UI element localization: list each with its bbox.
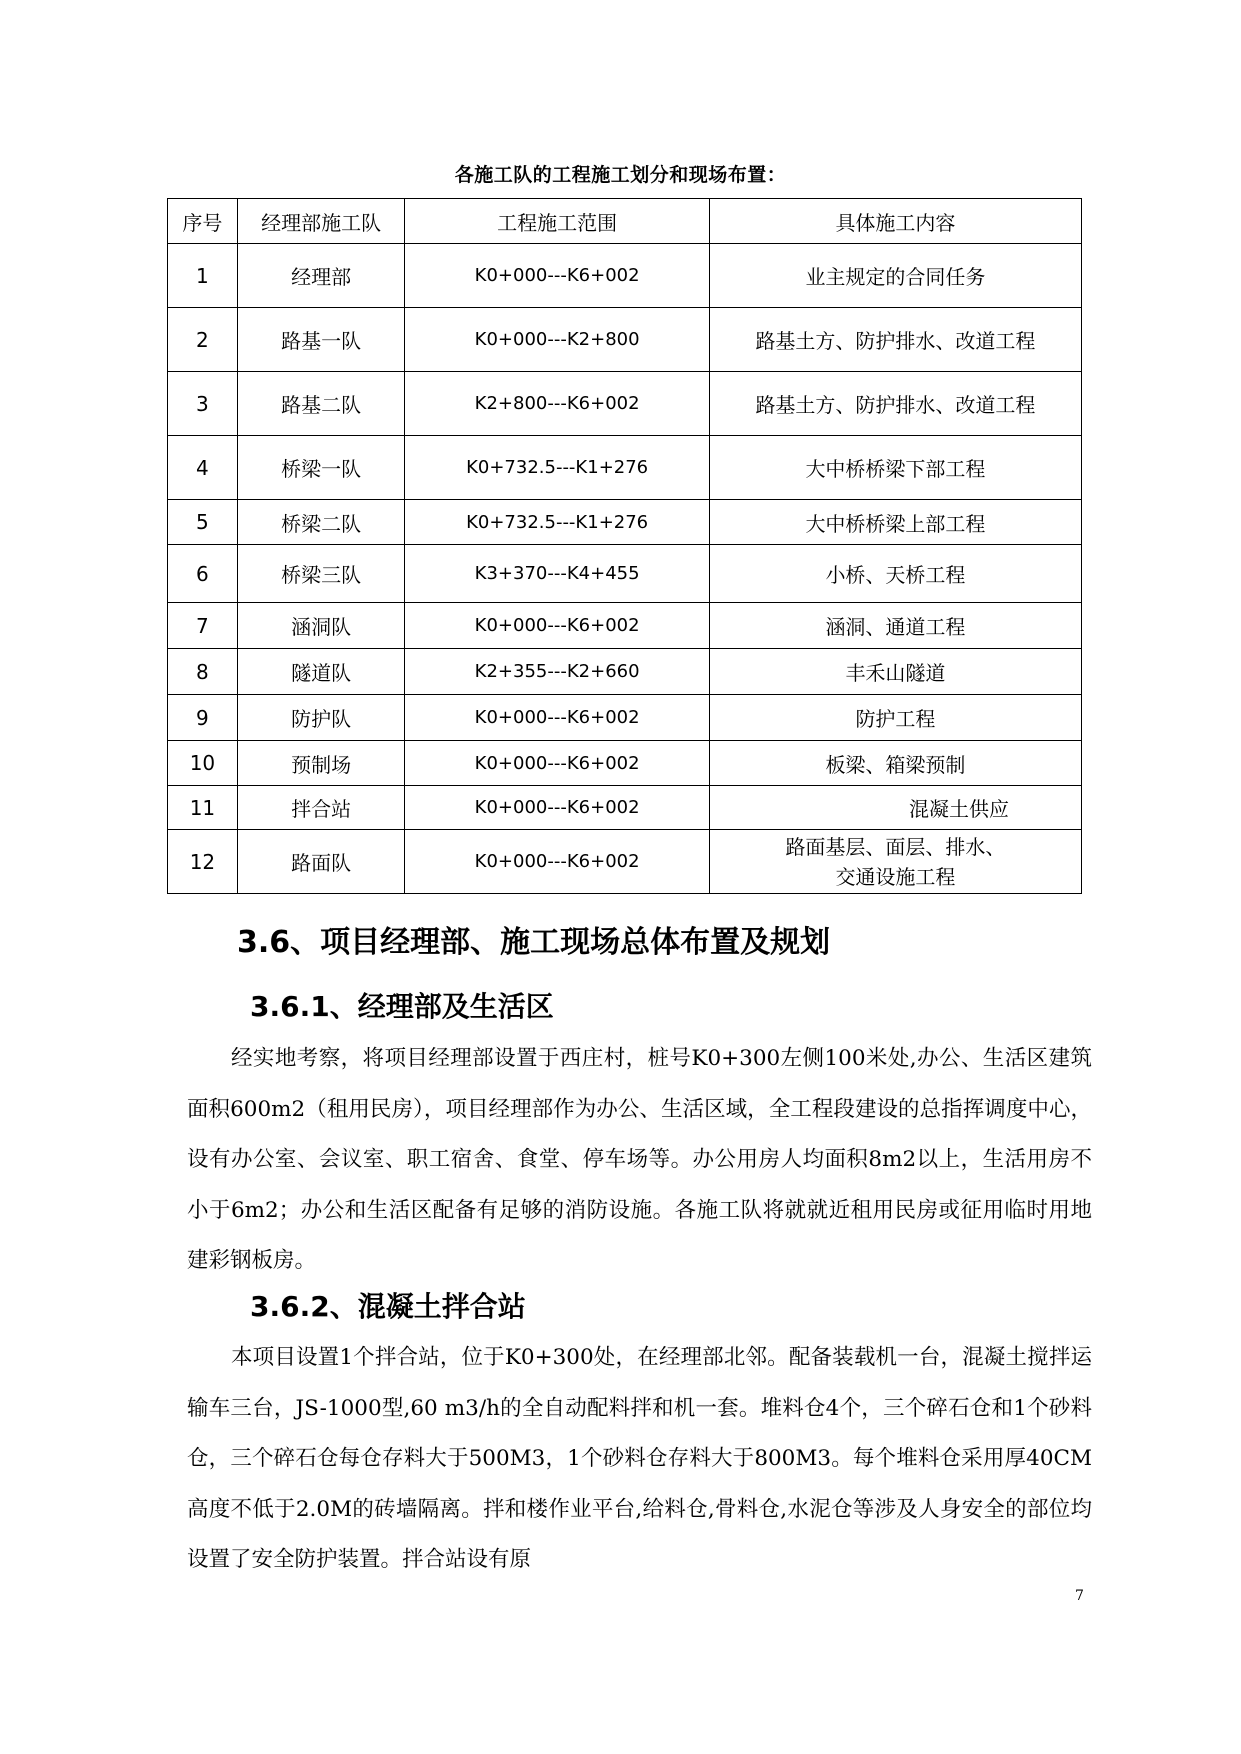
section-3-6-2-paragraph: 本项目设置1个拌合站，位于K0+300处，在经理部北邻。配备装载机一台，混凝土搅拌运输车三台，JS-1000型,60 m3/h的全自动配料拌和机一套。堆料仓4个，三个碎石仓和1个砂料仓，三个碎石仓每仓存料大于500M3，1个砂料仓存料大于800M3。每个堆料仓采用厚40CM高度不低于2.0M的砖墙隔离。拌和楼作业平台,给料仓,骨料仓,水泥仓等涉及人身安全的部位均设置了安全防护装置。拌合站设有原: [187, 1345, 1092, 1572]
page-number: 7: [1075, 1588, 1084, 1604]
table-row: [168, 545, 1082, 603]
cell-seq: 1: [168, 244, 238, 308]
cell-content: 路基土方、防护排水、改道工程: [709, 372, 1081, 436]
cell-seq: 8: [168, 649, 238, 695]
table-row: [168, 436, 1082, 500]
cell-range: K0+000---K6+002: [405, 603, 710, 649]
cell-content: 大中桥桥梁上部工程: [709, 500, 1081, 545]
section-3-6-1-heading: 3.6.1、经理部及生活区: [250, 990, 554, 1023]
table-header-row: [168, 199, 1082, 244]
cell-seq: 10: [168, 741, 238, 786]
cell-seq: 9: [168, 695, 238, 741]
table-row: [168, 649, 1082, 695]
cell-seq: 6: [168, 545, 238, 603]
cell-seq: 5: [168, 500, 238, 545]
cell-content-line-2: 交通设施工程: [835, 864, 956, 889]
cell-range: K0+000---K6+002: [405, 741, 710, 786]
table-row: [168, 244, 1082, 308]
header-seq: 序号: [168, 199, 238, 244]
cell-team: 经理部: [237, 244, 405, 308]
cell-seq: 11: [168, 786, 238, 830]
cell-team: 涵洞队: [237, 603, 405, 649]
cell-team: 桥梁三队: [237, 545, 405, 603]
section-3-6-heading: 3.6、项目经理部、施工现场总体布置及规划: [237, 925, 831, 960]
cell-team: 路基二队: [237, 372, 405, 436]
cell-content: 防护工程: [709, 695, 1081, 741]
cell-content: 涵洞、通道工程: [709, 603, 1081, 649]
cell-content: 板梁、箱梁预制: [709, 741, 1081, 786]
cell-seq: 3: [168, 372, 238, 436]
cell-content: 丰禾山隧道: [709, 649, 1081, 695]
construction-teams-table: [167, 198, 1082, 894]
cell-range: K0+000---K6+002: [405, 830, 710, 894]
cell-range: K2+355---K2+660: [405, 649, 710, 695]
header-team: 经理部施工队: [237, 199, 405, 244]
cell-team: 桥梁二队: [237, 500, 405, 545]
cell-team: 桥梁一队: [237, 436, 405, 500]
cell-content-line-1: 路面基层、面层、排水、: [785, 834, 1006, 859]
cell-content: 混凝土供应: [709, 786, 1081, 830]
cell-range: K0+732.5---K1+276: [405, 436, 710, 500]
cell-seq: 2: [168, 308, 238, 372]
cell-range: K2+800---K6+002: [405, 372, 710, 436]
table-row: [168, 372, 1082, 436]
cell-team: 路面队: [237, 830, 405, 894]
cell-range: K0+000---K6+002: [405, 244, 710, 308]
cell-seq: 7: [168, 603, 238, 649]
cell-team: 路基一队: [237, 308, 405, 372]
cell-team: 拌合站: [237, 786, 405, 830]
cell-team: 防护队: [237, 695, 405, 741]
cell-seq: 4: [168, 436, 238, 500]
table-caption: 各施工队的工程施工划分和现场布置：: [454, 164, 787, 186]
cell-team: 隧道队: [237, 649, 405, 695]
cell-range: K3+370---K4+455: [405, 545, 710, 603]
header-content: 具体施工内容: [709, 199, 1081, 244]
cell-range: K0+732.5---K1+276: [405, 500, 710, 545]
cell-range: K0+000---K2+800: [405, 308, 710, 372]
cell-content: 业主规定的合同任务: [709, 244, 1081, 308]
cell-content: 小桥、天桥工程: [709, 545, 1081, 603]
cell-content: 大中桥桥梁下部工程: [709, 436, 1081, 500]
table-row: [168, 308, 1082, 372]
table-row: [168, 830, 1082, 894]
cell-content: [709, 830, 1081, 894]
header-range: 工程施工范围: [405, 199, 710, 244]
table-row: [168, 500, 1082, 545]
cell-range: K0+000---K6+002: [405, 786, 710, 830]
cell-seq: 12: [168, 830, 238, 894]
section-3-6-2-heading: 3.6.2、混凝土拌合站: [250, 1290, 526, 1323]
section-3-6-1-paragraph: 经实地考察，将项目经理部设置于西庄村，桩号K0+300左侧100米处,办公、生活区建筑面积600m2（租用民房），项目经理部作为办公、生活区域，全工程段建设的总指挥调度中心，设有办公室、会议室、职工宿舍、食堂、停车场等。办公用房人均面积8m2以上，生活用房不小于6m2；办公和生活区配备有足够的消防设施。各施工队将就就近租用民房或征用临时用地建彩钢板房。: [187, 1046, 1092, 1273]
table-row: [168, 695, 1082, 741]
cell-range: K0+000---K6+002: [405, 695, 710, 741]
table-row: [168, 603, 1082, 649]
table-row: [168, 786, 1082, 830]
table-row: [168, 741, 1082, 786]
cell-team: 预制场: [237, 741, 405, 786]
cell-content: 路基土方、防护排水、改道工程: [709, 308, 1081, 372]
